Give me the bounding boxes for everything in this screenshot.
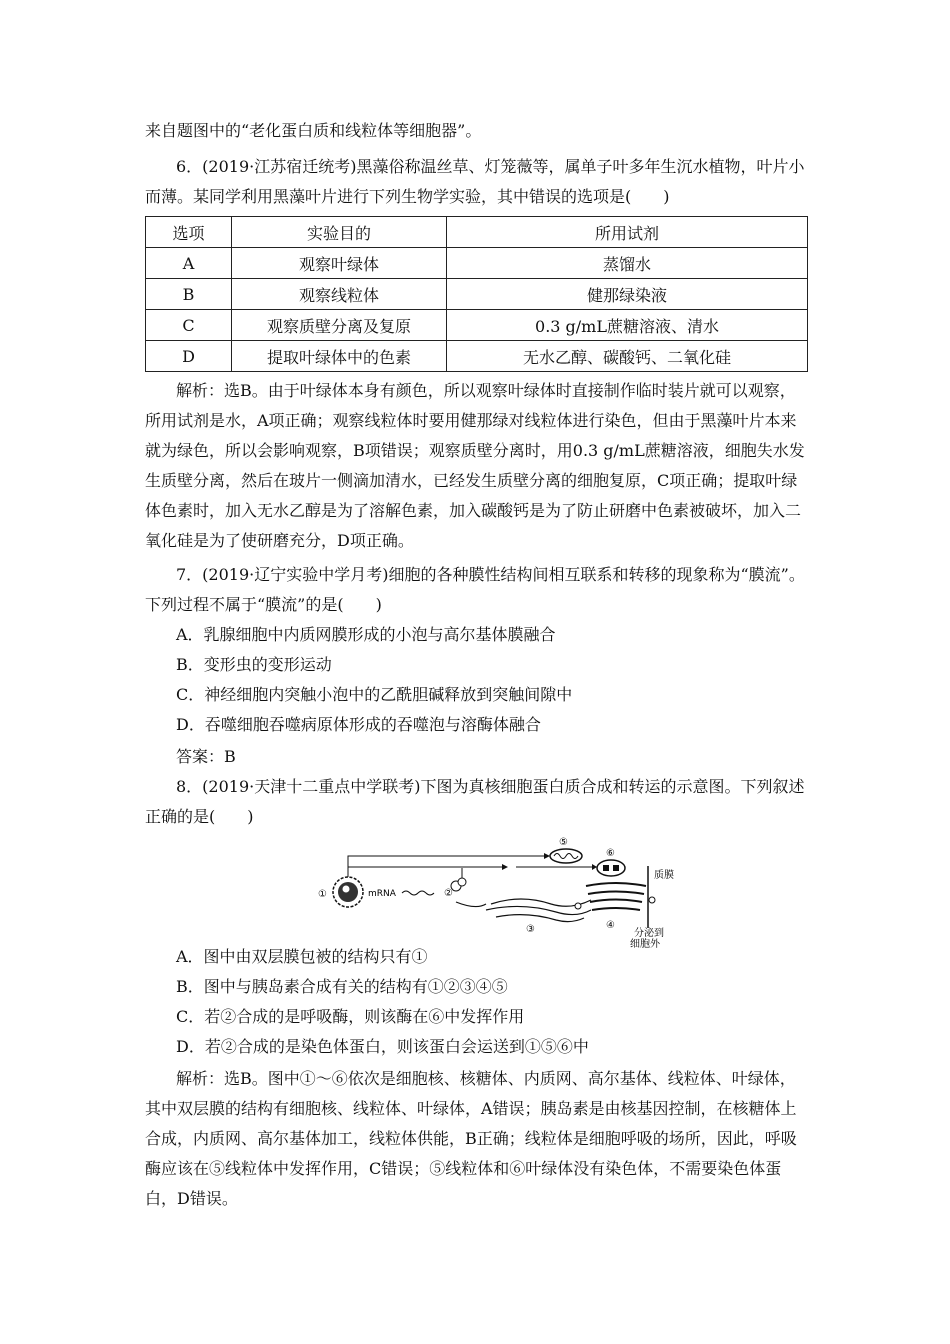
q7-answer: 答案：B (176, 747, 236, 766)
table-cell: A (146, 248, 232, 279)
golgi-shape (586, 883, 646, 910)
label-4: ④ (606, 920, 615, 931)
label-6: ⑥ (606, 848, 615, 859)
label-1: ① (318, 889, 327, 900)
q8-analysis: 解析：选B。图中①～⑥依次是细胞核、核糖体、内质网、高尔基体、线粒体、叶绿体，其中双层膜的结构有细胞核、线粒体、叶绿体，A错误；胰岛素是由核基因控制，在核糖体上合成，内质网、高尔基体加工，线粒体供能，B正确；线粒体是细胞呼吸的场所，因此，呼吸酶应该在⑤线粒体中发挥作用，C错误；⑤线粒体和⑥叶绿体没有染色体，不需要染色体蛋白，D错误。 (145, 1069, 797, 1208)
mitochondrion-shape (550, 849, 582, 863)
label-3: ③ (526, 924, 535, 935)
table-cell: 观察叶绿体 (232, 248, 447, 279)
table-header: 选项 (146, 217, 232, 248)
label-mrna: mRNA (368, 889, 396, 899)
q6-analysis: 解析：选B。由于叶绿体本身有颜色，所以观察叶绿体时直接制作临时装片就可以观察，所用试剂是水，A项正确；观察线粒体时要用健那绿对线粒体进行染色，但由于黑藻叶片本来就为绿色，所以会影响观察，B项错误；观察质壁分离时，用0.3 g/mL蔗糖溶液，细胞失水发生质壁分离，然后在玻片一侧滴加清水，已经发生质壁分离的细胞复原，C项正确；提取叶绿体色素时，加入无水乙醇是为了溶解色素，加入碳酸钙是为了防止研磨中色素被破坏，加入二氧化硅是为了使研磨充分，D项正确。 (145, 381, 805, 550)
table-cell: 观察线粒体 (232, 279, 447, 310)
table-cell: 无水乙醇、碳酸钙、二氧化硅 (447, 341, 808, 372)
table-row (146, 248, 808, 279)
q7-option-c: C．神经细胞内突触小泡中的乙酰胆碱释放到突触间隙中 (176, 685, 573, 704)
label-secrete-2: 细胞外 (630, 939, 660, 948)
er-shape (456, 899, 591, 922)
mrna-strand (402, 891, 434, 895)
table-row (146, 341, 808, 372)
nucleus-shape (333, 877, 363, 907)
table-row (146, 279, 808, 310)
table-cell: 观察质壁分离及复原 (232, 310, 447, 341)
chloroplast-shape (597, 860, 625, 876)
q8-stem: 8．(2019·天津十二重点中学联考)下图为真核细胞蛋白质合成和转运的示意图。下列叙述正确的是( ) (145, 777, 805, 826)
q7-stem: 7．(2019·辽宁实验中学月考)细胞的各种膜性结构间相互联系和转移的现象称为“膜流”。下列过程不属于“膜流”的是( ) (145, 565, 805, 614)
table-row (146, 310, 808, 341)
q6-stem: 6．(2019·江苏宿迁统考)黑藻俗称温丝草、灯笼薇等，属单子叶多年生沉水植物，叶片小而薄。某同学利用黑藻叶片进行下列生物学实验，其中错误的选项是( ) (145, 157, 805, 206)
q6-table (145, 216, 808, 372)
q7-option-a: A．乳腺细胞中内质网膜形成的小泡与高尔基体膜融合 (176, 625, 556, 644)
table-cell: B (146, 279, 232, 310)
label-5: ⑤ (559, 837, 568, 848)
table-cell: 蒸馏水 (447, 248, 808, 279)
table-cell: D (146, 341, 232, 372)
label-2: ② (444, 888, 453, 899)
q7-option-d: D．吞噬细胞吞噬病原体形成的吞噬泡与溶酶体融合 (176, 715, 541, 734)
q8-option-c: C．若②合成的是呼吸酶，则该酶在⑥中发挥作用 (176, 1007, 525, 1026)
table-header: 所用试剂 (447, 217, 808, 248)
q7-option-b: B．变形虫的变形运动 (176, 655, 332, 674)
ribosome-shape (451, 868, 466, 891)
protein-synthesis-diagram (316, 836, 696, 948)
table-cell: 0.3 g/mL蔗糖溶液、清水 (447, 310, 808, 341)
label-membrane: 质膜 (654, 870, 674, 881)
label-secrete-1: 分泌到 (634, 928, 664, 939)
table-header: 实验目的 (232, 217, 447, 248)
table-header-row (146, 217, 808, 248)
q8-option-d: D．若②合成的是染色体蛋白，则该蛋白会运送到①⑤⑥中 (176, 1037, 589, 1056)
table-cell: 健那绿染液 (447, 279, 808, 310)
table-cell: 提取叶绿体中的色素 (232, 341, 447, 372)
q8-option-b: B．图中与胰岛素合成有关的结构有①②③④⑤ (176, 977, 508, 996)
intro-text: 来自题图中的“老化蛋白质和线粒体等细胞器”。 (145, 121, 482, 140)
q8-option-a: A．图中由双层膜包被的结构只有① (176, 947, 428, 966)
table-cell: C (146, 310, 232, 341)
